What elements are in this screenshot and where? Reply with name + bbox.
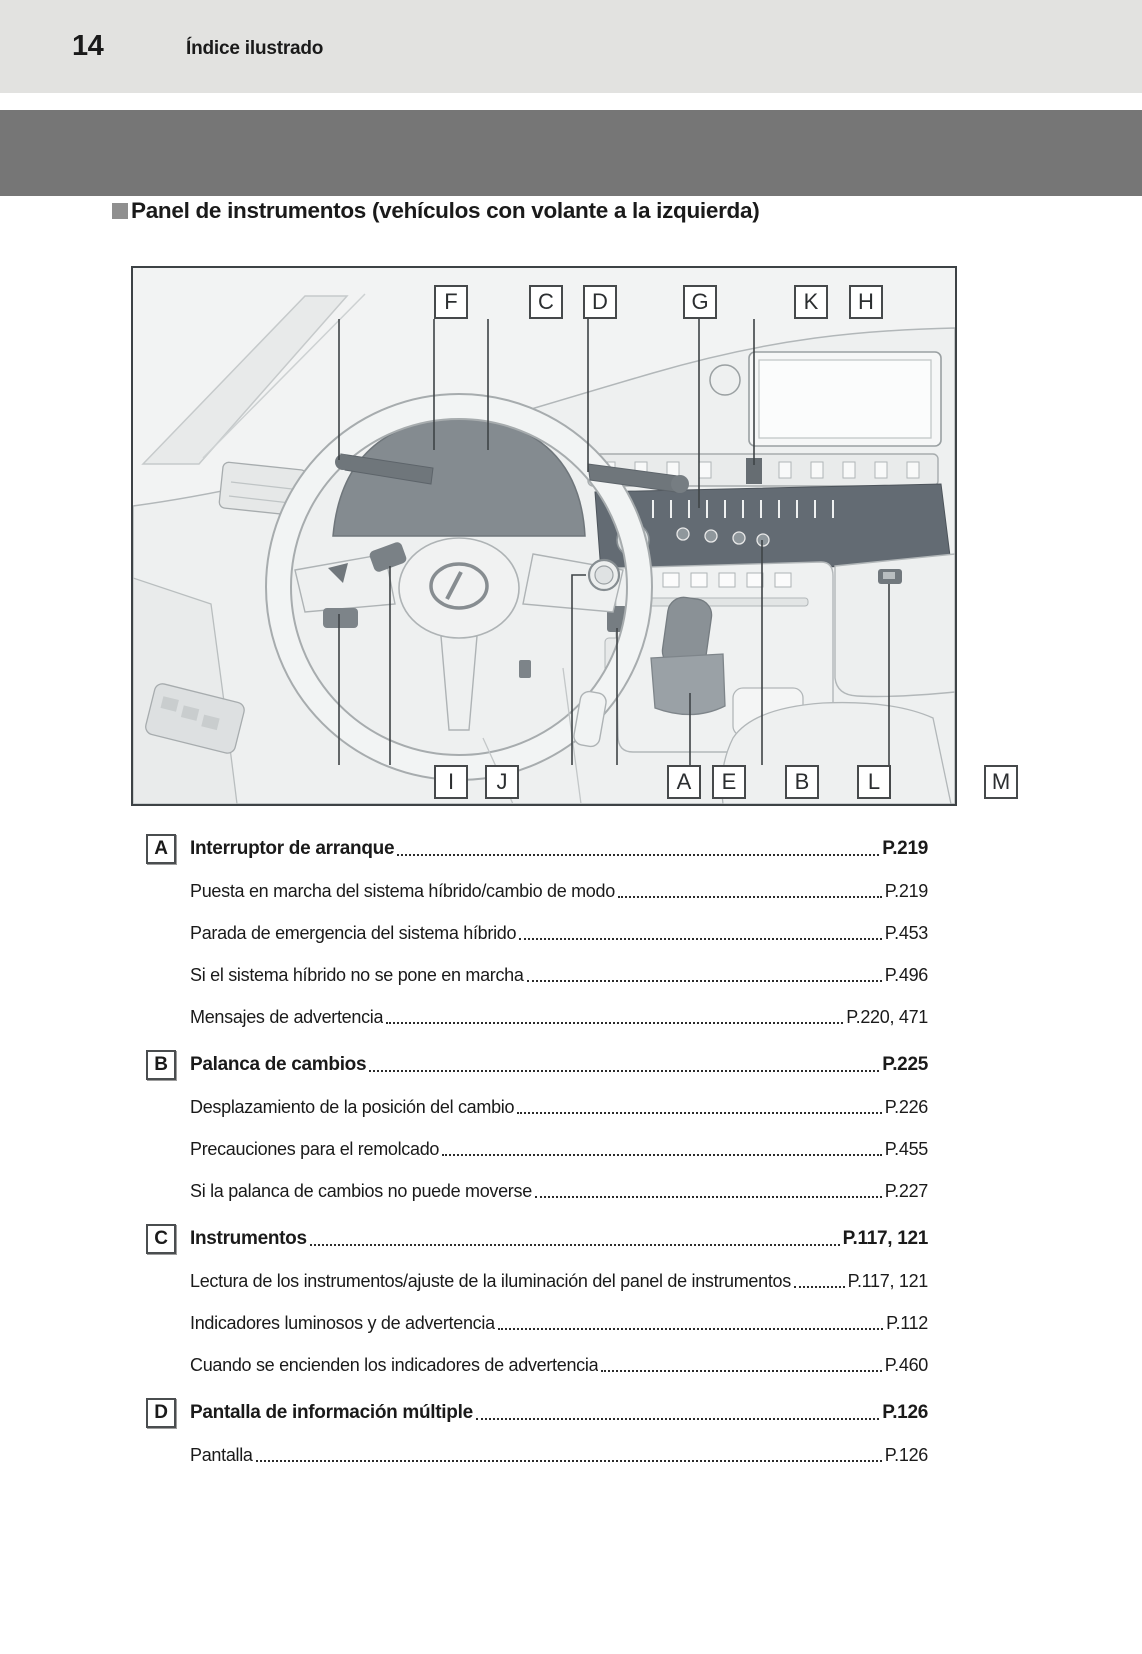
dot-leader xyxy=(535,1196,882,1198)
item-label: Desplazamiento de la posición del cambio xyxy=(190,1096,515,1117)
item-label: Cuando se encienden los indicadores de advertencia xyxy=(190,1354,599,1375)
callout-A: A xyxy=(667,765,701,799)
item-label: Indicadores luminosos y de advertencia xyxy=(190,1312,495,1333)
page-ref: P.220, 471 xyxy=(846,1006,928,1027)
page-number: 14 xyxy=(72,30,104,62)
group-badge-C: C xyxy=(146,1224,176,1254)
dot-leader xyxy=(794,1286,845,1288)
section-title-text: Panel de instrumentos (vehículos con volante a la izquierda) xyxy=(131,198,760,223)
item-label: Parada de emergencia del sistema híbrido xyxy=(190,922,517,943)
page-ref: P.496 xyxy=(884,964,928,985)
callout-J: J xyxy=(485,765,519,799)
wheel-hub xyxy=(399,538,519,638)
page-ref: P.225 xyxy=(882,1054,928,1075)
group-badge-B: B xyxy=(146,1050,176,1080)
group-title: Instrumentos xyxy=(190,1228,307,1249)
dot-leader xyxy=(386,1022,843,1024)
callout-D: D xyxy=(583,285,617,319)
page-ref: P.126 xyxy=(882,1402,928,1423)
section-title xyxy=(112,198,759,224)
callout-F: F xyxy=(434,285,468,319)
index-item xyxy=(146,870,928,912)
page-ref: P.455 xyxy=(884,1138,928,1159)
page-ref: P.227 xyxy=(884,1180,928,1201)
index-group-header xyxy=(146,1392,928,1434)
dot-leader xyxy=(397,854,879,856)
group-title: Pantalla de información múltiple xyxy=(190,1402,473,1423)
callout-G: G xyxy=(683,285,717,319)
illustrated-index xyxy=(146,822,928,1476)
index-item xyxy=(146,996,928,1038)
light-switch-panel xyxy=(323,608,358,628)
callout-B: B xyxy=(785,765,819,799)
dot-leader xyxy=(498,1328,883,1330)
item-label: Mensajes de advertencia xyxy=(190,1006,384,1027)
index-item xyxy=(146,1260,928,1302)
index-item xyxy=(146,1434,928,1476)
callout-C: C xyxy=(529,285,563,319)
dot-leader xyxy=(256,1460,882,1462)
index-item xyxy=(146,1302,928,1344)
dot-leader xyxy=(476,1418,879,1420)
page-ref: P.460 xyxy=(884,1354,928,1375)
dot-leader xyxy=(618,896,882,898)
group-badge-D: D xyxy=(146,1398,176,1428)
index-item xyxy=(146,1344,928,1386)
page-ref: P.219 xyxy=(882,838,928,859)
index-group-header xyxy=(146,1218,928,1260)
callout-L: L xyxy=(857,765,891,799)
start-switch xyxy=(589,560,619,590)
group-title: Interruptor de arranque xyxy=(190,838,395,859)
callout-I: I xyxy=(434,765,468,799)
item-label: Precauciones para el remolcado xyxy=(190,1138,440,1159)
dashboard-diagram xyxy=(131,266,1011,806)
callout-K: K xyxy=(794,285,828,319)
index-item xyxy=(146,1170,928,1212)
index-item xyxy=(146,912,928,954)
dot-leader xyxy=(442,1154,882,1156)
wheel-switch xyxy=(519,660,531,678)
page-header xyxy=(0,0,1142,93)
page-ref: P.126 xyxy=(884,1444,928,1465)
page-ref: P.117, 121 xyxy=(842,1228,928,1249)
dashboard-illustration xyxy=(133,268,955,804)
index-group-header xyxy=(146,828,928,870)
group-title: Palanca de cambios xyxy=(190,1054,367,1075)
page-ref: P.226 xyxy=(884,1096,928,1117)
group-badge-A: A xyxy=(146,834,176,864)
section-divider-band xyxy=(0,110,1142,196)
callout-M: M xyxy=(984,765,1018,799)
page-ref: P.219 xyxy=(884,880,928,901)
index-group-header xyxy=(146,1044,928,1086)
armrest xyxy=(722,703,951,804)
index-item xyxy=(146,954,928,996)
dot-leader xyxy=(527,980,882,982)
callout-H: H xyxy=(849,285,883,319)
page-ref: P.117, 121 xyxy=(847,1270,928,1291)
page-ref: P.453 xyxy=(884,922,928,943)
dot-leader xyxy=(519,938,882,940)
shift-boot xyxy=(651,654,725,715)
item-label: Si la palanca de cambios no puede moverse xyxy=(190,1180,532,1201)
chapter-title: Índice ilustrado xyxy=(186,38,324,59)
index-item xyxy=(146,1128,928,1170)
callout-E: E xyxy=(712,765,746,799)
dot-leader xyxy=(369,1070,879,1072)
glovebox xyxy=(835,554,955,697)
item-label: Lectura de los instrumentos/ajuste de la iluminación del panel de instrumentos xyxy=(190,1270,791,1291)
item-label: Pantalla xyxy=(190,1444,253,1465)
dot-leader xyxy=(517,1112,882,1114)
dot-leader xyxy=(310,1244,840,1246)
item-label: Puesta en marcha del sistema híbrido/cambio de modo xyxy=(190,880,615,901)
dot-leader xyxy=(601,1370,881,1372)
square-bullet-icon xyxy=(112,203,128,219)
page-ref: P.112 xyxy=(886,1312,928,1333)
item-label: Si el sistema híbrido no se pone en marcha xyxy=(190,964,524,985)
index-item xyxy=(146,1086,928,1128)
